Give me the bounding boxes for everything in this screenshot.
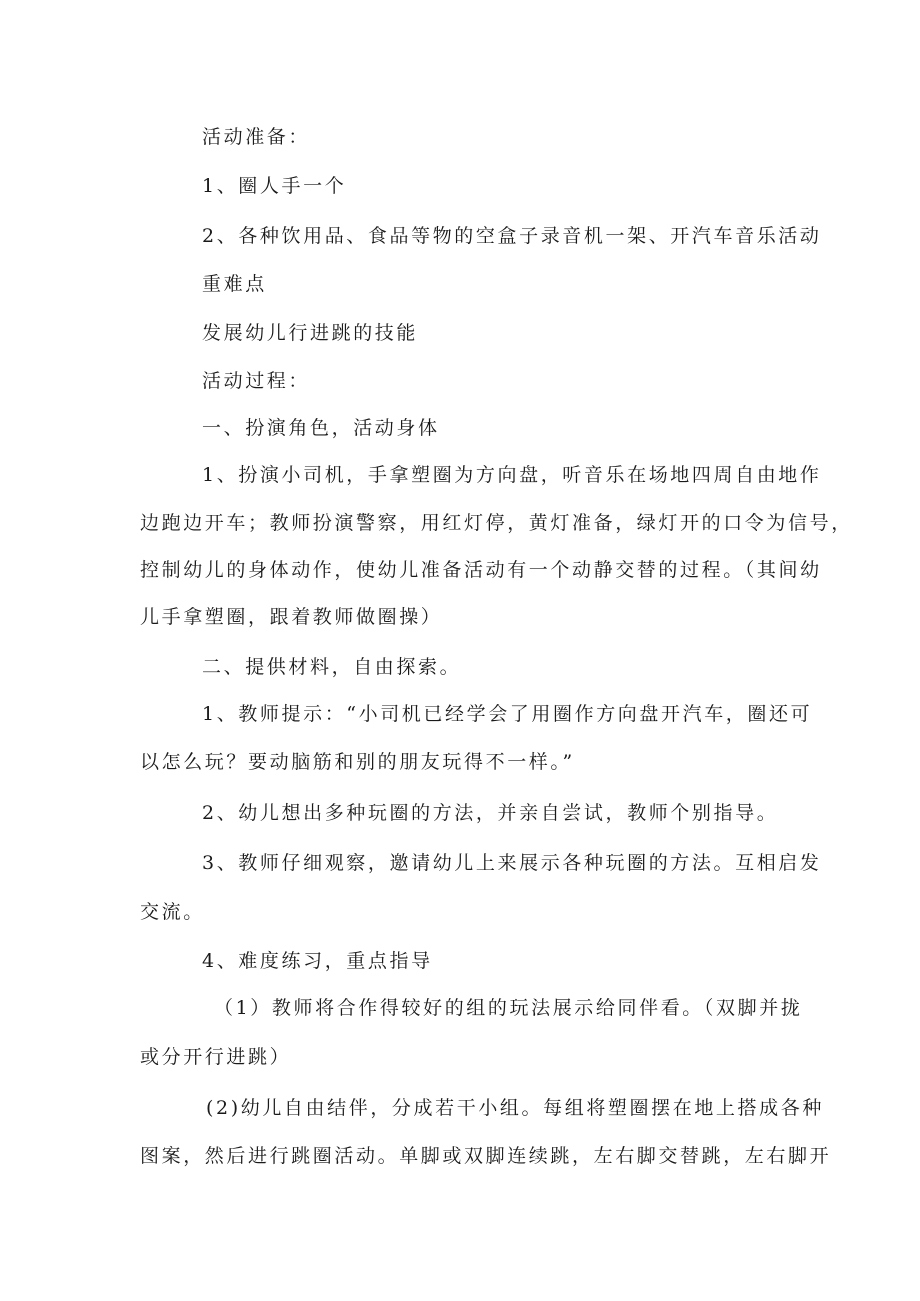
paragraph-line: 3、教师仔细观察，邀请幼儿上来展示各种玩圈的方法。互相启发: [202, 852, 822, 874]
paragraph-line: 以怎么玩？要动脑筋和别的朋友玩得不一样。”: [140, 751, 575, 773]
paragraph-line: 边跑边开车；教师扮演警察，用红灯停，黄灯准备，绿灯开的口令为信号，: [140, 512, 853, 534]
paragraph-line: 或分开行进跳）: [140, 1046, 292, 1068]
paragraph-line: (2)幼儿自由结伴，分成若干小组。每组将塑圈摆在地上搭成各种: [206, 1097, 824, 1119]
paragraph-line: 发展幼儿行进跳的技能: [202, 322, 419, 344]
paragraph-line: 儿手拿塑圈，跟着教师做圈操）: [140, 606, 443, 628]
heading-key-points: 重难点: [202, 273, 267, 295]
paragraph-line: 控制幼儿的身体动作，使幼儿准备活动有一个动静交替的过程。（其间幼: [140, 559, 822, 581]
heading-activity-preparation: 活动准备：: [202, 126, 311, 148]
paragraph-line: 交流。: [140, 901, 205, 923]
paragraph-line: 1、圈人手一个: [202, 175, 347, 197]
paragraph-line: 图案，然后进行跳圈活动。单脚或双脚连续跳，左右脚交替跳，左右脚开: [140, 1145, 832, 1167]
paragraph-line: 1、扮演小司机，手拿塑圈为方向盘，听音乐在场地四周自由地作: [202, 464, 822, 486]
paragraph-line: （1）教师将合作得较好的组的玩法展示给同伴看。（双脚并拢: [214, 997, 803, 1019]
paragraph-line: 1、教师提示：“小司机已经学会了用圈作方向盘开汽车，圈还可: [202, 703, 813, 725]
paragraph-line: 2、各种饮用品、食品等物的空盒子录音机一架、开汽车音乐活动: [202, 225, 822, 247]
heading-activity-process: 活动过程：: [202, 370, 311, 392]
paragraph-line: 4、难度练习，重点指导: [202, 950, 433, 972]
section-heading-one: 一、扮演角色，活动身体: [202, 417, 440, 439]
section-heading-two: 二、提供材料，自由探索。: [202, 656, 462, 678]
paragraph-line: 2、幼儿想出多种玩圈的方法，并亲自尝试，教师个别指导。: [202, 802, 779, 824]
